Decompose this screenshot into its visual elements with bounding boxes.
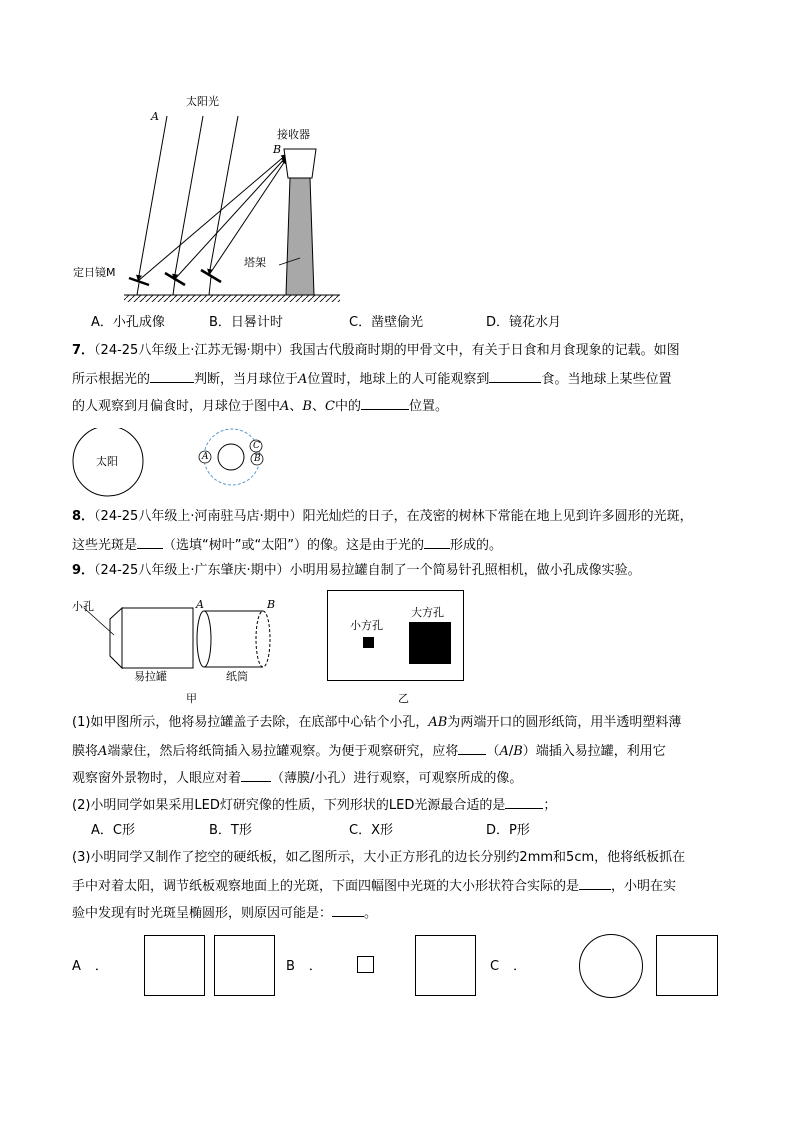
q9-p1-line-2: 膜将A端蒙住，然后将纸筒插入易拉罐观察。为便于观察研究，应将 （A/B）端插入易拉罐，利用它 <box>72 741 666 761</box>
choice-a-square-1 <box>144 935 205 996</box>
fig-jia-label: 甲 <box>186 692 197 705</box>
q9-p3-line-2: 手中对着太阳，调节纸板观察地面上的光斑，下面四幅图中光斑的大小形状符合实际的是 ，小明在实 <box>72 876 676 896</box>
tube-a-label: A <box>196 598 204 611</box>
q9-p2-option-d[interactable]: D．P形 <box>486 823 530 838</box>
q7-line-3: 的人观察到月偏食时，月球位于图中A、B、C中的 位置。 <box>72 396 448 416</box>
q9-line-1: 9．（24-25八年级上·广东肇庆·期中）小明用易拉罐自制了一个简易针孔照相机，做小孔成像实验。 <box>72 563 641 578</box>
ground-hatch <box>124 295 340 302</box>
sunlight-label: 太阳光 <box>186 95 219 108</box>
choice-c-circle <box>579 934 643 998</box>
pinhole-camera-figure <box>70 594 290 684</box>
choice-b-small-square <box>357 956 374 973</box>
q6-option-d[interactable]: D．镜花水月 <box>486 315 562 330</box>
q9-p1-line-3: 观察窗外景物时，人眼应对着 （薄膜/小孔）进行观察，可观察所成的像。 <box>72 768 522 788</box>
q9-p2-blank[interactable] <box>505 795 543 809</box>
receiver-label: 接收器 <box>277 128 310 141</box>
point-b-label: B <box>273 143 282 156</box>
sun-label: 太阳 <box>96 455 118 468</box>
q9-p2-option-b[interactable]: B．T形 <box>209 823 252 838</box>
q9-p1-blank-1[interactable] <box>458 741 486 755</box>
tube-label: 纸筒 <box>226 670 248 683</box>
q9-p3-line-1: (3)小明同学又制作了挖空的硬纸板，如乙图所示，大小正方形孔的边长分别约2mm和5cm，他将纸板抓在 <box>72 850 686 865</box>
moon-b-label: B <box>254 454 261 464</box>
q9-p3-blank-1[interactable] <box>579 876 611 890</box>
q8-blank-1[interactable] <box>137 535 163 549</box>
tower-label: 塔架 <box>244 256 266 269</box>
q9-p3-choice-a[interactable]: A ． <box>72 959 108 974</box>
choice-b-large-square <box>415 935 476 996</box>
q7-blank-3[interactable] <box>361 396 409 410</box>
big-hole-label: 大方孔 <box>411 606 444 619</box>
can-bottom <box>110 608 122 668</box>
can-body <box>122 608 193 668</box>
can-label: 易拉罐 <box>134 670 167 683</box>
large-square-hole <box>409 622 451 664</box>
sun-ray-3 <box>209 116 238 275</box>
mirror-label: 定日镜M <box>73 266 116 279</box>
q9-p2-option-a[interactable]: A．C形 <box>91 823 135 838</box>
small-hole-label: 小方孔 <box>350 619 383 632</box>
choice-c-square <box>656 935 718 996</box>
tube-end-a <box>197 611 211 667</box>
q7-blank-1[interactable] <box>150 369 194 383</box>
q9-p3-blank-2[interactable] <box>332 903 364 917</box>
choice-a-square-2 <box>214 935 275 996</box>
q9-p3-choice-c[interactable]: C ． <box>490 959 527 974</box>
point-a-label: A <box>151 110 159 123</box>
moon-c-label: C <box>253 441 260 451</box>
fig-yi-label: 乙 <box>398 692 409 705</box>
q7-line-2: 所示根据光的 判断，当月球位于A位置时，地球上的人可能观察到 食。当地球上某些位置 <box>72 369 671 389</box>
receiver <box>284 149 316 178</box>
q7-blank-2[interactable] <box>489 369 541 383</box>
small-square-hole <box>363 637 374 648</box>
q9-p2-line-1: (2)小明同学如果采用LED灯研究像的性质，下列形状的LED光源最合适的是 ； <box>72 795 556 815</box>
moon-a-label: A <box>202 452 209 462</box>
q9-p2-option-c[interactable]: C．X形 <box>349 823 393 838</box>
q9-p3-line-3: 验中发现有时光斑呈椭圆形，则原因可能是： 。 <box>72 903 377 923</box>
q8-line-1: 8．（24-25八年级上·河南驻马店·期中）阳光灿烂的日子，在茂密的树林下常能在地上见到许多圆形的光斑， <box>72 509 693 524</box>
q7-line-1: 7．（24-25八年级上·江苏无锡·期中）我国古代殷商时期的甲骨文中，有关于日食和月食现象的记载。如图 <box>72 343 680 358</box>
q9-p3-choice-b[interactable]: B ． <box>286 959 322 974</box>
tower <box>286 178 314 295</box>
q8-line-2: 这些光斑是 （选填“树叶”或“太阳”）的像。这是由于光的 形成的。 <box>72 535 502 555</box>
tube-b-label: B <box>267 598 276 611</box>
q6-option-a[interactable]: A．小孔成像 <box>91 315 165 330</box>
hole-label: 小孔 <box>72 600 94 613</box>
q6-option-c[interactable]: C．凿壁偷光 <box>349 315 424 330</box>
cardboard-figure <box>327 590 464 681</box>
sun-ray-1 <box>138 116 167 281</box>
earth-circle <box>218 444 244 470</box>
q9-p1-blank-2[interactable] <box>241 768 271 782</box>
tube-end-b <box>256 611 270 667</box>
sun-ray-2 <box>174 116 203 280</box>
reflected-ray-2 <box>174 156 287 280</box>
q6-option-b[interactable]: B．日晷计时 <box>209 315 283 330</box>
q8-blank-2[interactable] <box>424 535 450 549</box>
q9-p1-line-1: (1)如甲图所示，他将易拉罐盖子去除，在底部中心钻个小孔，AB为两端开口的圆形纸筒，用半透明塑料薄 <box>72 715 682 730</box>
